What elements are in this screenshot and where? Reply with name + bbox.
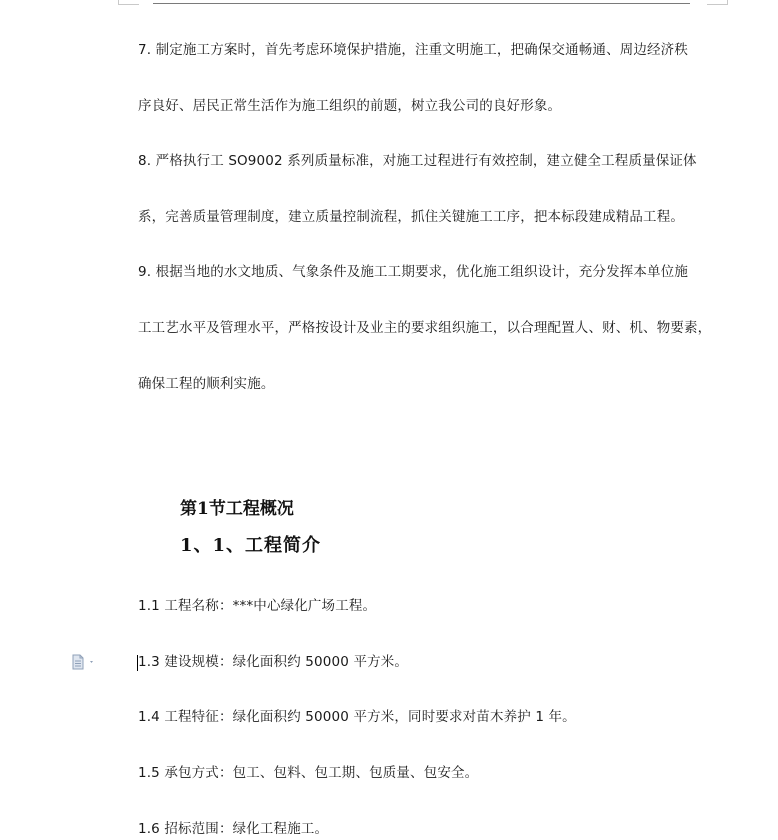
subsection-heading[interactable]: 1、1、工程简介 (180, 535, 322, 556)
list-item[interactable]: 1.6 招标范围：绿化工程施工。 (138, 821, 329, 837)
paragraph-line[interactable]: 9. 根据当地的水文地质、气象条件及施工工期要求，优化施工组织设计，充分发挥本单位施 (138, 264, 688, 280)
page-corner-mark-right (707, 0, 728, 5)
paragraph-line[interactable]: 系，完善质量管理制度，建立质量控制流程，抓住关键施工工序，把本标段建成精品工程。 (138, 209, 684, 225)
list-item[interactable]: 1.4 工程特征：绿化面积约 50000 平方米，同时要求对苗木养护 1 年。 (138, 709, 576, 725)
page-corner-mark-left (118, 0, 139, 5)
paragraph-line[interactable]: 工工艺水平及管理水平，严格按设计及业主的要求组织施工，以合理配置人、财、机、物要素， (138, 320, 712, 336)
chevron-down-icon (90, 661, 93, 663)
list-item[interactable]: 1.5 承包方式：包工、包料、包工期、包质量、包安全。 (138, 765, 479, 781)
paragraph-line[interactable]: 确保工程的顺利实施。 (138, 376, 275, 392)
list-item[interactable]: 1.3 建设规模：绿化面积约 50000 平方米。 (138, 654, 409, 670)
paragraph-line[interactable]: 7. 制定施工方案时，首先考虑环境保护措施，注重文明施工，把确保交通畅通、周边经济秩 (138, 42, 688, 58)
header-rule (153, 3, 690, 4)
document-icon[interactable] (71, 654, 97, 670)
paragraph-line[interactable]: 序良好、居民正常生活作为施工组织的前题，树立我公司的良好形象。 (138, 98, 562, 114)
list-item[interactable]: 1.1 工程名称：***中心绿化广场工程。 (138, 598, 377, 614)
section-heading[interactable]: 第1节工程概况 (180, 499, 294, 519)
paragraph-line[interactable]: 8. 严格执行工 SO9002 系列质量标准，对施工过程进行有效控制，建立健全工程质量保证体 (138, 153, 697, 169)
